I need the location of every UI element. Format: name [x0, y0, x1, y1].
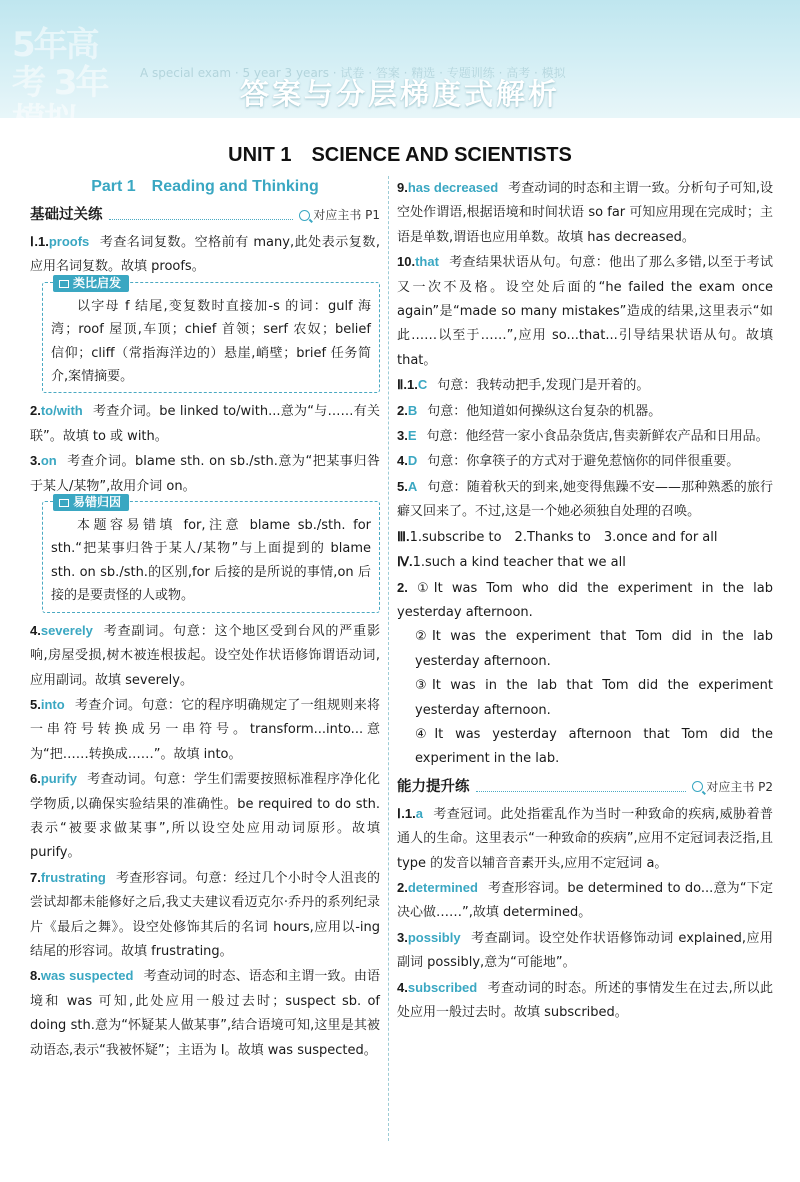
item-number: 2.	[397, 402, 408, 418]
explanation: 考查结果状语从句。句意：他出了那么多错,以至于考试又一次不及格。设空处后面的“he failed the exam once again”是“made so many mistakes”造成的结果,这里表示“如此……以至于……”,应用 so...that...引导结果状语从句。故填 that。	[397, 255, 773, 368]
book-reference	[692, 775, 773, 799]
answer-key: a	[415, 805, 423, 821]
item-number: 8.	[30, 968, 41, 984]
answer-item	[397, 475, 773, 525]
tip-tag-label: 类比启发	[73, 275, 122, 290]
dotted-leader	[109, 210, 294, 220]
answer-key: E	[407, 428, 417, 444]
item-number: Ⅱ.1.	[397, 377, 418, 393]
answer-key: has decreased	[407, 180, 499, 195]
book-icon	[59, 499, 69, 507]
explanation: 考查冠词。此处指霍乱作为当时一种致命的疾病,威胁着普通人的生命。这里表示“一种致命的疾病”,应用不定冠词表泛指,且 type 的发音以辅音音素开头,应用不定冠词 a。	[397, 806, 773, 871]
item-number: 3.	[30, 453, 41, 469]
answer-item	[397, 250, 773, 373]
explanation: 考查形容词。句意：经过几个小时令人沮丧的尝试却都未能修好之后,我丈夫建议看迈克尔·乔丹的系列纪录片《最后之舞》。设空处修饰其后的名词 hours,应用以-ing 结尾的形容词。故填 frustrating。	[30, 870, 380, 959]
item-number: 4.	[397, 453, 408, 469]
answer-item	[397, 550, 773, 575]
item-number: 10.	[397, 254, 416, 270]
answer-key: proofs	[48, 234, 90, 249]
item-number: 9.	[397, 180, 408, 195]
answer-item	[30, 767, 380, 866]
tip-box	[42, 275, 380, 394]
explanation: 句意：随着秋天的到来,她变得焦躁不安——那种熟悉的旅行癖又回来了。不过,这是一个她必须独自处理的召唤。	[397, 479, 773, 520]
explanation: 考查动词。句意：学生们需要按照标准程序净化化学物质,以确保实验结果的准确性。be required to do sth.表示“被要求做某事”,所以设空处应用动词原形。故填 purify。	[30, 772, 380, 861]
tip-text: 以字母 f 结尾,变复数时直接加-s 的词：gulf 海湾；roof 屋顶,车顶；chief 首领；serf 农奴；belief 信仰；cliff（常指海洋边的）悬崖,峭壁；brief 任务简介,案情摘要。	[51, 298, 371, 385]
explanation: 考查副词。设空处作状语修饰动词 explained,应用副词 possibly,意为“可能地”。	[397, 930, 773, 971]
book-icon	[59, 280, 69, 288]
tip-box	[42, 495, 380, 613]
answer-key: D	[407, 453, 418, 469]
answer-key: into	[40, 696, 65, 712]
answer-key: frustrating	[40, 869, 106, 885]
item-number: 2.	[397, 579, 408, 595]
item-number: 3.	[397, 428, 408, 444]
answer-key: C	[417, 377, 428, 393]
item-number: 4.	[30, 622, 41, 638]
tip-text: 本题容易错填 for,注意 blame sb./sth. for sth.“把某事归咎于某人/某物”与上面提到的 blame sth. on sb./sth.的区别,for 后接的是所说的事情,on 后接的是要责怪的人或物。	[51, 518, 371, 604]
item-number: 2.	[397, 879, 408, 895]
section-name: 基础过关练	[30, 206, 103, 223]
tip-tag	[53, 494, 129, 511]
item-number: Ⅰ.1.	[30, 234, 49, 249]
reference-text: 对应主书 P1	[313, 207, 380, 222]
answer-item	[397, 926, 773, 976]
explanation: 考查动词的时态和主谓一致。分析句子可知,设空处作谓语,根据语境和时间状语 so far 可知应用现在完成时；主语是单数,谓语也应用单数。故填 has decreased。	[397, 181, 773, 245]
answer-key: was suspected	[40, 968, 134, 984]
left-column	[30, 176, 380, 1063]
answer-item	[397, 176, 773, 250]
answer-item	[30, 693, 380, 767]
answer-item	[397, 976, 773, 1026]
answer-item	[30, 399, 380, 449]
explanation: 句意：他经营一家小食品杂货店,售卖新鲜农产品和日用品。	[426, 429, 769, 445]
tip-tag	[53, 275, 129, 292]
explanation: 考查副词。句意：这个地区受到台风的严重影响,房屋受损,树木被连根拔起。设空处作状语修饰谓语动词,应用副词。故填 severely。	[30, 623, 380, 688]
header-banner	[0, 0, 800, 141]
answer-item	[397, 424, 773, 449]
item-number: 5.	[397, 478, 408, 494]
answer-key: possibly	[407, 929, 461, 945]
item-number: Ⅳ.	[397, 554, 413, 570]
item-number: 5.	[30, 696, 41, 712]
answer-key: B	[407, 402, 418, 418]
sentence-option: ②It was the experiment that Tom did in the lab yesterday afternoon.	[415, 629, 773, 669]
reference-text: 对应主书 P2	[706, 779, 773, 794]
answer-item	[30, 619, 380, 693]
item-number: 3.	[397, 929, 408, 945]
dotted-leader	[476, 782, 687, 792]
search-icon	[299, 210, 310, 221]
sentence-option: ③It was in the lab that Tom did the experiment yesterday afternoon.	[415, 678, 773, 718]
column-divider	[388, 176, 389, 1141]
answer-item	[397, 576, 773, 626]
page-title: 答案与分层梯度式解析	[239, 77, 560, 111]
section-name: 能力提升练	[397, 778, 470, 795]
answer-item	[397, 876, 773, 926]
explanation: 考查形容词。be determined to do...意为“下定决心做……”,故填 determined。	[397, 880, 773, 921]
search-icon	[692, 781, 703, 792]
unit-title: UNIT 1 SCIENCE AND SCIENTISTS	[228, 144, 572, 166]
answer-key: that	[415, 254, 439, 270]
answer-item	[397, 373, 773, 398]
explanation: 1.subscribe to 2.Thanks to 3.once and for all	[409, 529, 718, 545]
explanation: 1.such a kind teacher that we all	[412, 555, 626, 571]
answer-key: to/with	[40, 403, 83, 419]
item-number: 7.	[30, 869, 41, 885]
explanation: 句意：你拿筷子的方式对于避免惹恼你的同伴很重要。	[427, 454, 740, 470]
answer-key: A	[407, 478, 418, 494]
explanation: 考查动词的时态。所述的事情发生在过去,所以此处应用一般过去时。故填 subscribed。	[397, 980, 773, 1020]
item-number: 4.	[397, 979, 408, 995]
explanation: 句意：他知道如何操纵这台复杂的机器。	[427, 403, 662, 419]
answer-item	[397, 525, 773, 550]
part-title: Part 1 Reading and Thinking	[91, 178, 319, 195]
explanation: 考查动词的时态、语态和主谓一致。由语境和 was 可知,此处应用一般过去时；suspect sb. of doing sth.意为“怀疑某人做某事”,结合语境可知,这里是其被动语态,表示“我被怀疑”；主语为 I。故填 was suspected。	[30, 969, 380, 1058]
answer-item	[30, 964, 380, 1063]
explanation: 考查介词。blame sth. on sb./sth.意为“把某事归咎于某人/某物”,故用介词 on。	[30, 454, 380, 494]
sentence-option: ①It was Tom who did the experiment in the lab yesterday afternoon.	[397, 580, 773, 620]
item-number: Ⅰ.1.	[397, 805, 416, 821]
explanation: 句意：我转动把手,发现门是开着的。	[437, 378, 650, 394]
book-reference	[299, 203, 380, 227]
brand-logo: 5年高考 3年模拟	[12, 25, 108, 141]
answer-key: on	[40, 453, 57, 469]
answer-item	[397, 449, 773, 474]
answer-item	[30, 230, 380, 280]
explanation: 考查介词。be linked to/with...意为“与……有关联”。故填 to 或 with。	[30, 404, 380, 444]
answer-item	[30, 866, 380, 965]
banner-background-text: A special exam · 5 year 3 years · 试卷 · 答案 · 精选 · 专题训练 · 高考 · 模拟	[140, 66, 566, 80]
answer-key: determined	[407, 879, 478, 895]
sentence-option: ④It was yesterday afternoon that Tom did the experiment in the lab.	[415, 726, 773, 767]
section-header-basic	[30, 202, 380, 228]
explanation: 考查名词复数。空格前有 many,此处表示复数,应用名词复数。故填 proofs。	[30, 235, 380, 275]
answer-item	[397, 802, 773, 876]
explanation: 考查介词。句意：它的程序明确规定了一组规则来将一串符号转换成另一串符号。transform...into...意为“把……转换成……”。故填 into。	[30, 697, 380, 762]
right-column	[397, 176, 773, 1025]
answer-key: purify	[40, 771, 77, 787]
answer-item	[30, 449, 380, 499]
item-number: 6.	[30, 771, 41, 787]
answer-key: subscribed	[407, 979, 478, 995]
item-number: Ⅲ.	[397, 528, 410, 544]
tip-tag-label: 易错归因	[73, 495, 122, 510]
item-number: 2.	[30, 403, 41, 419]
answer-key: severely	[40, 622, 93, 638]
section-header-advanced	[397, 774, 773, 800]
answer-item	[397, 399, 773, 424]
